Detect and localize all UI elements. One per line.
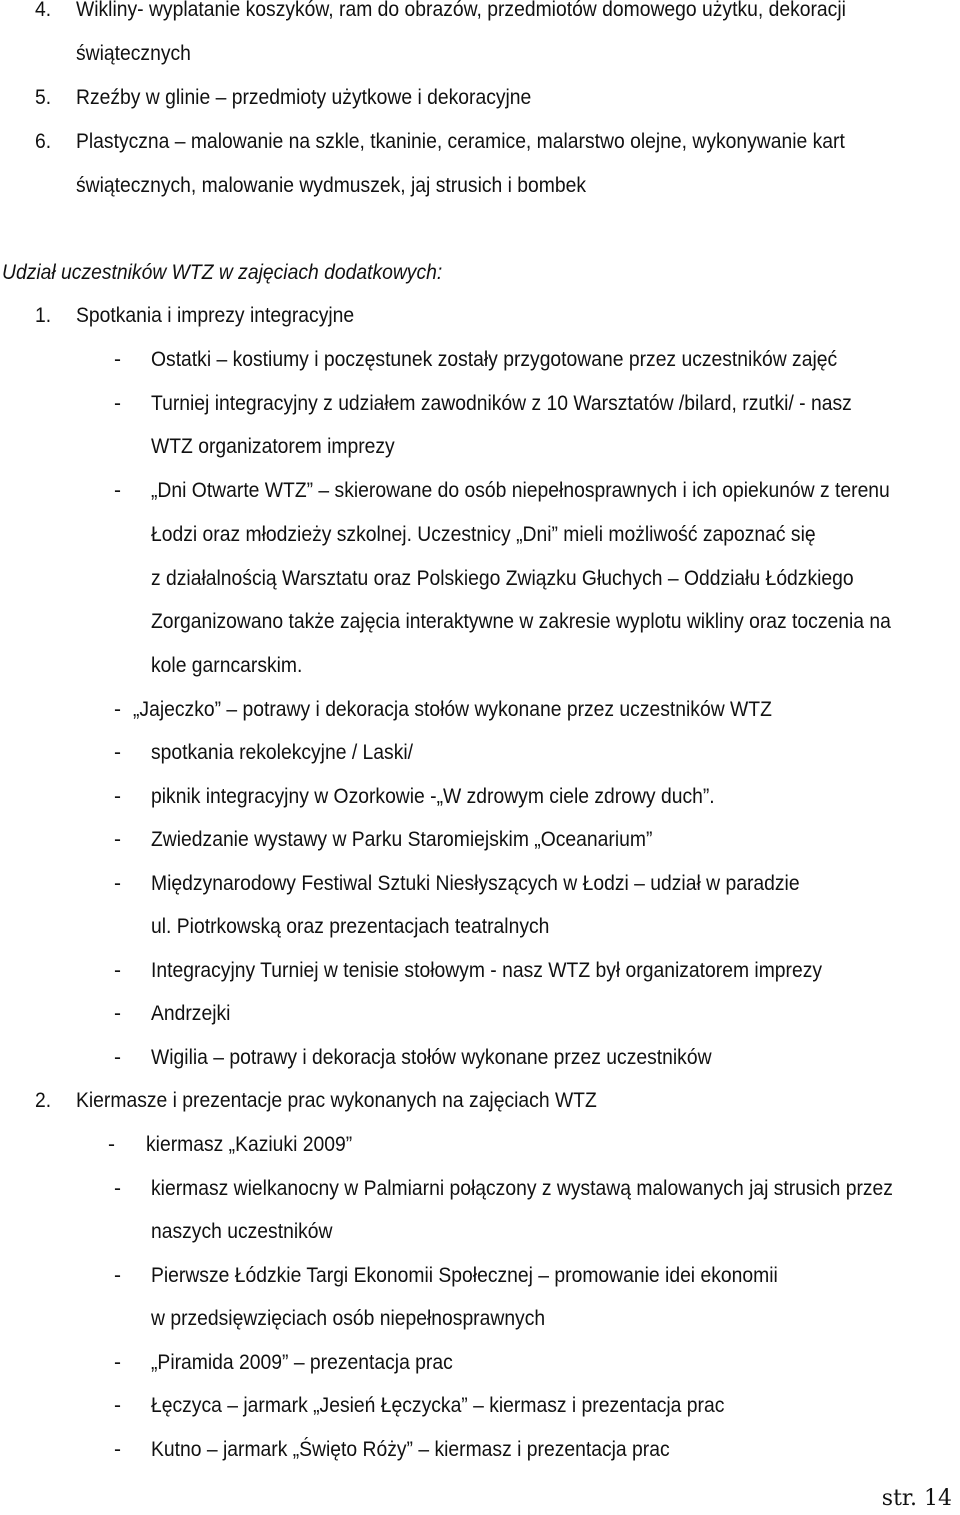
bullet-text: kiermasz wielkanocny w Palmiarni połączony z wystawą malowanych jaj strusich przez [151,1177,893,1200]
list-text: Wikliny- wyplatanie koszyków, ram do obrazów, przedmiotów domowego użytku, dekoracji [76,0,846,21]
bullet-text: ul. Piotrkowską oraz prezentacjach teatralnych [151,915,550,938]
bullet-text: spotkania rekolekcyjne / Laski/ [151,741,414,764]
bullet-text: Łęczyca – jarmark „Jesień Łęczycka” – kiermasz i prezentacja prac [151,1394,725,1417]
bullet-dash: - [114,1046,121,1069]
list-number: 1. [35,304,52,327]
bullet-dash: - [114,828,121,851]
list-text: świątecznych, malowanie wydmuszek, jaj strusich i bombek [76,174,587,197]
bullet-text: kole garncarskim. [151,654,303,677]
bullet-dash: - [114,1177,121,1200]
bullet-text: WTZ organizatorem imprezy [151,435,395,458]
list-title: Kiermasze i prezentacje prac wykonanych na zajęciach WTZ [76,1089,597,1112]
bullet-dash: - [114,392,121,415]
bullet-text: Międzynarodowy Festiwal Sztuki Niesłyszących w Łodzi – udział w paradzie [151,872,800,895]
bullet-text: „Dni Otwarte WTZ” – skierowane do osób niepełnosprawnych i ich opiekunów z terenu [151,479,890,502]
bullet-text: w przedsięwzięciach osób niepełnosprawnych [151,1307,546,1330]
bullet-text: „Jajeczko” – potrawy i dekoracja stołów wykonane przez uczestników WTZ [133,698,772,721]
list-number: 2. [35,1089,52,1112]
bullet-text: naszych uczestników [151,1220,333,1243]
bullet-text: Integracyjny Turniej w tenisie stołowym - nasz WTZ był organizatorem imprezy [151,959,823,982]
list-text: świątecznych [76,42,191,65]
page-number: str. 14 [881,1486,952,1511]
bullet-text: z działalnością Warsztatu oraz Polskiego Związku Głuchych – Oddziału Łódzkiego [151,567,854,590]
bullet-dash: - [114,479,121,502]
bullet-dash: - [114,741,121,764]
bullet-dash: - [114,959,121,982]
list-number: 4. [35,0,52,21]
bullet-text: Kutno – jarmark „Święto Róży” – kiermasz i prezentacja prac [151,1438,670,1461]
bullet-dash: - [114,1351,121,1374]
bullet-text: Zwiedzanie wystawy w Parku Staromiejskim „Oceanarium” [151,828,653,851]
bullet-text: kiermasz „Kaziuki 2009” [146,1133,353,1156]
bullet-dash: - [114,785,121,808]
bullet-text: Pierwsze Łódzkie Targi Ekonomii Społecznej – promowanie idei ekonomii [151,1264,778,1287]
bullet-text: „Piramida 2009” – prezentacja prac [151,1351,453,1374]
bullet-dash: - [114,1002,121,1025]
list-text: Rzeźby w glinie – przedmioty użytkowe i dekoracyjne [76,86,532,109]
bullet-text: Łodzi oraz młodzieży szkolnej. Uczestnicy „Dni” mieli możliwość zapoznać się [151,523,816,546]
bullet-text: Ostatki – kostiumy i poczęstunek zostały przygotowane przez uczestników zajęć [151,348,838,371]
bullet-dash: - [114,1394,121,1417]
list-text: Plastyczna – malowanie na szkle, tkaninie, ceramice, malarstwo olejne, wykonywanie kart [76,130,845,153]
list-number: 6. [35,130,52,153]
bullet-dash: - [114,698,121,721]
bullet-text: piknik integracyjny w Ozorkowie -„W zdrowym ciele zdrowy duch”. [151,785,715,808]
bullet-text: Wigilia – potrawy i dekoracja stołów wykonane przez uczestników [151,1046,712,1069]
bullet-dash: - [114,1438,121,1461]
bullet-dash: - [114,348,121,371]
bullet-dash: - [114,872,121,895]
list-title: Spotkania i imprezy integracyjne [76,304,355,327]
bullet-dash: - [114,1264,121,1287]
bullet-dash: - [108,1133,115,1156]
section-heading: Udział uczestników WTZ w zajęciach dodatkowych: [2,261,443,284]
list-number: 5. [35,86,52,109]
bullet-text: Turniej integracyjny z udziałem zawodników z 10 Warsztatów /bilard, rzutki/ - nasz [151,392,852,415]
bullet-text: Andrzejki [151,1002,231,1025]
bullet-text: Zorganizowano także zajęcia interaktywne w zakresie wyplotu wikliny oraz toczenia na [151,610,891,633]
